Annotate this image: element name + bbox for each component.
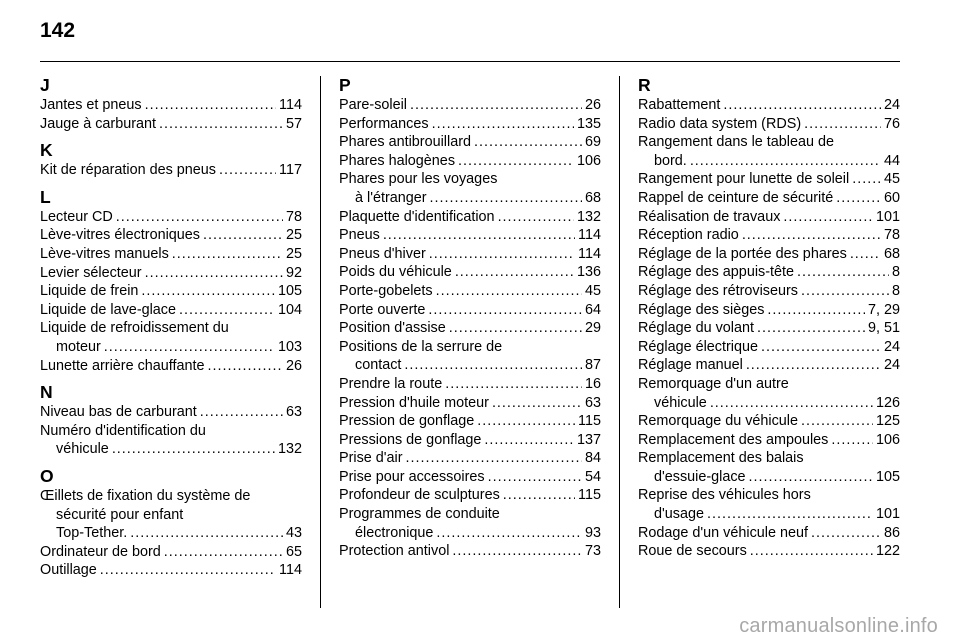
index-entry	[638, 431, 900, 450]
entry-text: Levier sélecteur	[40, 264, 142, 281]
dot-leader	[100, 561, 276, 580]
entry-text: Positions de la serrure de	[339, 338, 503, 355]
index-entry	[339, 375, 601, 394]
watermark: carmanualsonline.info	[739, 615, 938, 637]
dot-leader	[783, 208, 873, 227]
entry-text: Roue de secours	[638, 543, 747, 560]
entry-page-number: 137	[576, 431, 601, 448]
entry-page-number: 86	[883, 524, 900, 541]
index-entry	[638, 375, 900, 412]
dot-leader	[852, 170, 881, 189]
entry-page-number: 68	[584, 189, 601, 206]
index-entry	[40, 403, 302, 422]
index-entry	[638, 338, 900, 357]
index-entry	[638, 96, 900, 115]
dot-leader	[200, 403, 283, 422]
entry-text: moteur	[56, 338, 101, 355]
dot-leader	[801, 412, 873, 431]
dot-leader	[811, 524, 881, 543]
entry-text: Phares pour les voyages	[339, 171, 498, 188]
index-entry	[339, 282, 601, 301]
index-column-2	[339, 75, 601, 561]
entry-text: Prise pour accessoires	[339, 468, 485, 485]
index-entry	[40, 226, 302, 245]
page-number: 142	[40, 19, 76, 42]
entry-text: Réglage des sièges	[638, 301, 765, 318]
dot-leader	[742, 226, 881, 245]
entry-text: Remplacement des balais	[638, 450, 804, 467]
dot-leader	[141, 282, 275, 301]
entry-text: Rappel de ceinture de sécurité	[638, 189, 834, 206]
entry-text: Porte ouverte	[339, 301, 426, 318]
entry-text: véhicule	[654, 394, 707, 411]
index-entry	[339, 245, 601, 264]
column-divider	[320, 76, 321, 608]
entry-page-number: 24	[883, 357, 900, 374]
index-entry	[638, 449, 900, 486]
index-entry	[339, 133, 601, 152]
dot-leader	[455, 263, 574, 282]
entry-page-number: 26	[584, 97, 601, 113]
index-entry	[638, 412, 900, 431]
entry-text: Programmes de conduite	[339, 506, 500, 523]
index-entry	[638, 208, 900, 227]
entry-page-number: 84	[584, 450, 601, 467]
index-entry	[638, 189, 900, 208]
index-entry	[40, 487, 302, 543]
entry-page-number: 76	[883, 115, 900, 132]
entry-text: Phares antibrouillard	[339, 134, 471, 151]
index-entry	[339, 152, 601, 171]
entry-text: électronique	[355, 524, 434, 541]
index-entry	[40, 422, 302, 459]
dot-leader	[436, 524, 582, 543]
index-entry	[339, 301, 601, 320]
entry-page-number: 115	[578, 487, 601, 504]
entry-page-number: 106	[875, 431, 900, 448]
index-entry	[339, 449, 601, 468]
entry-text: Réglage des rétroviseurs	[638, 282, 798, 299]
entry-page-number: 45	[883, 171, 900, 188]
dot-leader	[404, 356, 582, 375]
entry-page-number: 8	[891, 282, 900, 299]
entry-page-number: 78	[285, 208, 302, 225]
entry-text: Pression de gonflage	[339, 413, 475, 430]
entry-text: Reprise des véhicules hors	[638, 487, 811, 504]
entry-text: Œillets de fixation du système de	[40, 487, 251, 504]
entry-text: Réglage des appuis-tête	[638, 264, 795, 281]
entry-page-number: 114	[578, 245, 601, 262]
index-entry	[638, 263, 900, 282]
index-entry	[638, 356, 900, 375]
index-entry	[40, 161, 302, 180]
entry-text: Jantes et pneus	[40, 97, 142, 113]
entry-text: Réglage de la portée des phares	[638, 245, 847, 262]
dot-leader	[145, 96, 276, 115]
index-entry	[40, 301, 302, 320]
entry-text: contact	[355, 357, 402, 374]
entry-text: Pression d'huile moteur	[339, 394, 489, 411]
index-entry	[638, 282, 900, 301]
entry-page-number: 136	[576, 264, 601, 281]
dot-leader	[749, 468, 873, 487]
dot-leader	[707, 505, 873, 524]
index-entry	[638, 133, 900, 170]
dot-leader	[130, 524, 283, 543]
index-entry	[339, 208, 601, 227]
dot-leader	[804, 115, 881, 134]
entry-page-number: 44	[883, 152, 900, 169]
dot-leader	[436, 282, 582, 301]
dot-leader	[145, 264, 283, 283]
index-entry	[339, 338, 601, 375]
entry-text: d'essuie-glace	[654, 468, 746, 485]
index-entry	[638, 319, 900, 338]
dot-leader	[503, 486, 575, 505]
entry-page-number: 25	[285, 245, 302, 262]
dot-leader	[690, 152, 881, 171]
entry-page-number: 101	[875, 506, 900, 523]
index-entry	[339, 394, 601, 413]
dot-leader	[761, 338, 881, 357]
dot-leader	[492, 394, 582, 413]
entry-text: Position d'assise	[339, 320, 446, 337]
dot-leader	[797, 263, 889, 282]
entry-page-number: 105	[875, 468, 900, 485]
index-entry	[339, 431, 601, 450]
entry-page-number: 132	[277, 441, 302, 458]
entry-page-number: 93	[584, 524, 601, 541]
entry-page-number: 25	[285, 227, 302, 244]
index-entry	[40, 357, 302, 376]
dot-leader	[428, 301, 582, 320]
index-entry	[40, 561, 302, 580]
index-entry	[40, 543, 302, 562]
entry-page-number: 60	[883, 189, 900, 206]
entry-page-number: 24	[883, 338, 900, 355]
entry-text: Réglage du volant	[638, 320, 755, 337]
dot-leader	[410, 96, 582, 115]
entry-page-number: 132	[576, 208, 601, 225]
dot-leader	[104, 338, 275, 357]
entry-text: Ordinateur de bord	[40, 543, 161, 560]
index-entry	[339, 505, 601, 542]
entry-text: Prise d'air	[339, 450, 403, 467]
entry-text: d'usage	[654, 506, 704, 523]
section-letter: O	[40, 465, 54, 486]
index-entry	[339, 226, 601, 245]
dot-leader	[383, 226, 575, 245]
dot-leader	[208, 357, 283, 376]
entry-page-number: 64	[584, 301, 601, 318]
index-column-1	[40, 75, 302, 580]
index-entry	[638, 524, 900, 543]
dot-leader	[723, 96, 881, 115]
section-letter: L	[40, 186, 51, 207]
entry-text: Phares halogènes	[339, 152, 456, 169]
index-entry	[638, 170, 900, 189]
entry-page-number: 105	[277, 283, 302, 300]
index-entry	[339, 170, 601, 207]
entry-text: véhicule	[56, 441, 109, 458]
entry-page-number: 9, 51	[867, 320, 900, 337]
dot-leader	[474, 133, 582, 152]
dot-leader	[477, 412, 575, 431]
entry-text: Protection antivol	[339, 543, 450, 560]
entry-text: Remplacement des ampoules	[638, 431, 829, 448]
index-entry	[40, 282, 302, 301]
dot-leader	[757, 319, 865, 338]
entry-text: Numéro d'identification du	[40, 422, 206, 439]
index-entry	[40, 96, 302, 115]
index-entry	[638, 226, 900, 245]
entry-text: Jauge à carburant	[40, 115, 157, 132]
index-entry	[638, 542, 900, 561]
dot-leader	[112, 440, 275, 459]
dot-leader	[116, 208, 283, 227]
entry-page-number: 43	[285, 525, 302, 542]
entry-page-number: 57	[285, 115, 302, 132]
dot-leader	[488, 468, 582, 487]
dot-leader	[710, 394, 873, 413]
dot-leader	[406, 449, 582, 468]
entry-text: Kit de réparation des pneus	[40, 162, 217, 179]
entry-page-number: 114	[279, 97, 302, 113]
dot-leader	[430, 189, 582, 208]
entry-text: sécurité pour enfant	[56, 506, 184, 523]
entry-text: Lunette arrière chauffante	[40, 357, 205, 374]
entry-page-number: 122	[875, 543, 900, 560]
dot-leader	[458, 152, 574, 171]
entry-page-number: 78	[883, 227, 900, 244]
entry-page-number: 103	[277, 338, 302, 355]
index-entry	[339, 486, 601, 505]
entry-page-number: 24	[883, 97, 900, 113]
entry-text: Outillage	[40, 562, 97, 579]
entry-text: Lève-vitres électroniques	[40, 227, 200, 244]
section-letter: P	[339, 75, 351, 95]
entry-page-number: 126	[875, 394, 900, 411]
entry-text: Remorquage d'un autre	[638, 375, 789, 392]
entry-page-number: 68	[883, 245, 900, 262]
entry-text: Lève-vitres manuels	[40, 245, 169, 262]
index-entry	[40, 264, 302, 283]
section-letter: K	[40, 140, 53, 161]
index-entry	[339, 542, 601, 561]
index-entry	[638, 301, 900, 320]
dot-leader	[750, 542, 873, 561]
index-entry	[339, 319, 601, 338]
entry-text: bord.	[654, 152, 687, 169]
entry-text: Porte-gobelets	[339, 282, 433, 299]
entry-page-number: 45	[584, 282, 601, 299]
index-entry	[638, 115, 900, 134]
entry-page-number: 54	[584, 468, 601, 485]
index-entry	[40, 245, 302, 264]
entry-page-number: 8	[891, 264, 900, 281]
index-entry	[40, 208, 302, 227]
entry-text: Pare-soleil	[339, 97, 407, 113]
entry-page-number: 26	[285, 357, 302, 374]
entry-text: Réalisation de travaux	[638, 208, 781, 225]
entry-text: Liquide de refroidissement du	[40, 320, 229, 337]
entry-text: Prendre la route	[339, 375, 443, 392]
entry-text: Poids du véhicule	[339, 264, 452, 281]
dot-leader	[831, 431, 873, 450]
index-entry	[339, 263, 601, 282]
dot-leader	[164, 543, 283, 562]
entry-text: Lecteur CD	[40, 208, 113, 225]
entry-page-number: 73	[584, 543, 601, 560]
entry-page-number: 29	[584, 320, 601, 337]
entry-page-number: 101	[875, 208, 900, 225]
entry-text: Liquide de frein	[40, 283, 139, 300]
entry-page-number: 69	[584, 134, 601, 151]
index-entry	[339, 115, 601, 134]
index-entry	[339, 468, 601, 487]
entry-text: Profondeur de sculptures	[339, 487, 500, 504]
header-rule	[40, 61, 900, 62]
entry-text: Plaquette d'identification	[339, 208, 495, 225]
index-entry	[339, 412, 601, 431]
entry-page-number: 114	[279, 562, 302, 579]
dot-leader	[429, 245, 575, 264]
entry-text: Performances	[339, 115, 429, 132]
entry-text: Top-Tether.	[56, 525, 128, 542]
section-letter: N	[40, 382, 53, 403]
entry-page-number: 117	[279, 162, 302, 179]
dot-leader	[159, 115, 283, 134]
index-entry	[40, 115, 302, 134]
entry-page-number: 125	[875, 413, 900, 430]
dot-leader	[445, 375, 582, 394]
dot-leader	[172, 245, 283, 264]
index-entry	[638, 245, 900, 264]
entry-page-number: 104	[277, 301, 302, 318]
entry-text: Pneus	[339, 227, 380, 244]
entry-page-number: 65	[285, 543, 302, 560]
index-column-3	[638, 75, 900, 561]
entry-text: Réglage manuel	[638, 357, 743, 374]
index-entry	[339, 96, 601, 115]
dot-leader	[850, 245, 881, 264]
dot-leader	[801, 282, 889, 301]
entry-page-number: 7, 29	[867, 301, 900, 318]
entry-text: à l'étranger	[355, 189, 427, 206]
entry-page-number: 135	[576, 115, 601, 132]
entry-page-number: 115	[578, 413, 601, 430]
dot-leader	[498, 208, 574, 227]
dot-leader	[452, 542, 582, 561]
section-letter: J	[40, 75, 50, 95]
entry-text: Remorquage du véhicule	[638, 413, 798, 430]
index-entry	[40, 319, 302, 356]
index-entry	[638, 486, 900, 523]
entry-text: Rangement pour lunette de soleil	[638, 171, 850, 188]
dot-leader	[746, 356, 881, 375]
entry-page-number: 87	[584, 357, 601, 374]
dot-leader	[449, 319, 582, 338]
dot-leader	[179, 301, 275, 320]
entry-text: Rodage d'un véhicule neuf	[638, 524, 808, 541]
entry-page-number: 114	[578, 227, 601, 244]
entry-text: Rabattement	[638, 97, 721, 113]
dot-leader	[836, 189, 881, 208]
entry-text: Réception radio	[638, 227, 739, 244]
dot-leader	[767, 301, 865, 320]
entry-text: Rangement dans le tableau de	[638, 134, 835, 151]
column-divider	[619, 76, 620, 608]
entry-page-number: 63	[584, 394, 601, 411]
entry-text: Pneus d'hiver	[339, 245, 426, 262]
entry-page-number: 106	[576, 152, 601, 169]
entry-text: Réglage électrique	[638, 338, 759, 355]
entry-text: Liquide de lave-glace	[40, 301, 177, 318]
dot-leader	[219, 161, 276, 180]
dot-leader	[203, 226, 283, 245]
entry-text: Pressions de gonflage	[339, 431, 482, 448]
entry-text: Niveau bas de carburant	[40, 404, 197, 421]
entry-text: Radio data system (RDS)	[638, 115, 802, 132]
section-letter: R	[638, 75, 651, 95]
entry-page-number: 92	[285, 264, 302, 281]
dot-leader	[432, 115, 574, 134]
dot-leader	[484, 431, 574, 450]
entry-page-number: 16	[584, 375, 601, 392]
entry-page-number: 63	[285, 404, 302, 421]
